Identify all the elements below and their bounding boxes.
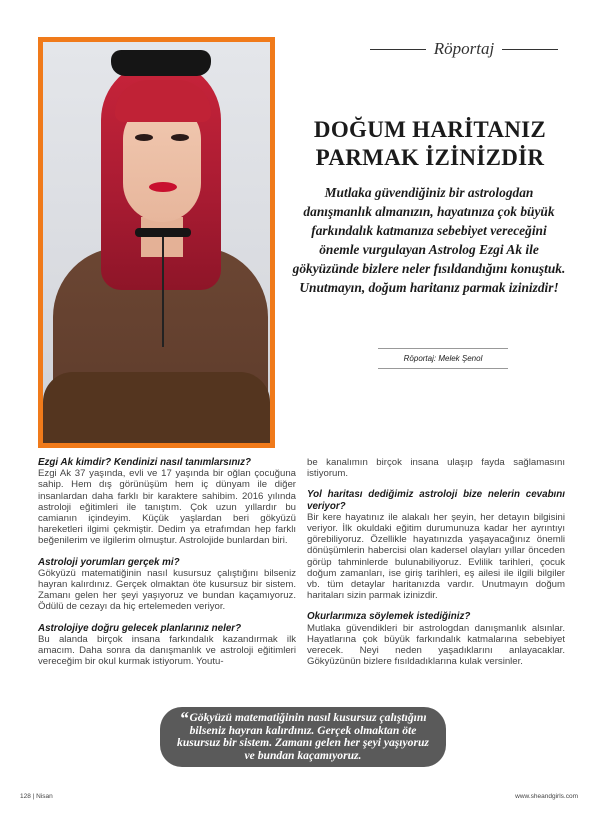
- section-rule-left: [370, 49, 426, 50]
- sunglasses: [111, 50, 211, 76]
- byline: Röportaj: Melek Şenol: [378, 348, 508, 369]
- left-column: [38, 457, 296, 677]
- article-lead: Mutlaka güvendiğiniz bir astrologdan danışmanlık almanızın, hayatınıza çok büyük farkındalık katmanıza sebebiyet vereceğini önemle vurgulayan Astrolog Ezgi Ak ile gökyüzünde bizlere neler fısıldandığını konuştuk. Unutmayın, doğum haritanız parmak izinizdir!: [292, 185, 566, 295]
- question-1: Ezgi Ak kimdir? Kendinizi nasıl tanımlarsınız?: [38, 457, 252, 468]
- answer-5: Mutlaka güvendikleri bir astrologdan danışmanlık alsınlar. Hayatlarına çok büyük farkındalık katmalarına sebebiyet verecek. Neyi neden yaşadıklarını anlayacaklar. Gökyüzünün bizlere fısıldadıklarına kulak versinler.: [307, 622, 565, 668]
- quote-mark-icon: “: [179, 708, 189, 728]
- question-3: Astrolojiye doğru gelecek planlarınız neler?: [38, 622, 242, 634]
- answer-2: Gökyüzü matematiğinin nasıl kusursuz çalıştığını bilseniz hayran kalırdınız. Gerçek olmaktan öte kusursuz bir sistem. Zamanı gelen her şeyi yaşıyoruz ve bundan kaçamıyoruz. Ödülü de cezayı da hiç ertelemeden veriyor.: [38, 567, 296, 613]
- pull-quote-text: Gökyüzü matematiğinin nasıl kusursuz çalıştığını bilseniz hayran kalırdınız. Gerçek olmaktan öte kusursuz bir sistem. Zamanı gelen her şeyi yaşıyoruz ve bundan kaçamıyoruz.: [177, 711, 429, 762]
- pull-quote: [160, 707, 446, 767]
- section-label: [370, 37, 558, 61]
- portrait-bangs: [115, 80, 211, 122]
- portrait-eye-right: [171, 134, 189, 141]
- question-4: Yol haritası dediğimiz astroloji bize nelerin cevabını veriyor?: [307, 489, 565, 512]
- portrait-lips: [149, 182, 177, 192]
- question-5: Okurlarımıza söylemek istediğiniz?: [307, 611, 471, 623]
- portrait-photo-frame: [38, 37, 275, 448]
- article-title: [296, 116, 564, 172]
- portrait-photo: [43, 42, 270, 443]
- pendant-chain: [162, 237, 164, 347]
- article-title-line1: DOĞUM HARİTANIZ: [313, 117, 547, 142]
- question-2: Astroloji yorumları gerçek mi?: [38, 556, 180, 568]
- answer-3-part1: Bu alanda birçok insana farkındalık kazandırmak ilk amacım. Daha sonra da danışmanlık ve astroloji eğitimleri vereceğim bir okul kurmak istiyorum. Youtu-: [38, 633, 296, 668]
- answer-4: Bir kere hayatınız ile alakalı her şeyin, her detayın bilgisini veriyor. İlk okuldaki eğitim durumunuza kadar her ayrıntıyı görebiliyoruz. Özellikle hayatınızda yaşayacağınız önemli dönüşümlerin habercisi olan kadersel olayları yıllar önceden görüp tahminlerde bulunabiliyoruz. Evlilik tarihleri, çocuk doğum zamanları, ise giriş tarihleri, eş ailesi ile ilgili bilgiler vb. tüm detaylar haritanızda vardır. Unutmayın doğum haritaları sizin parmak izinizdir.: [307, 511, 565, 602]
- article-title-line2: PARMAK İZİNİZDİR: [315, 145, 545, 170]
- footer-website: www.sheandgirls.com: [515, 793, 578, 800]
- answer-3-part2: be kanalımın birçok insana ulaşıp fayda sağlamasını istiyorum.: [307, 457, 565, 480]
- section-rule-right: [502, 49, 558, 50]
- choker-necklace: [135, 228, 191, 237]
- footer-page-number: 128 | Nisan: [20, 793, 53, 800]
- answer-1: Ezgi Ak 37 yaşında, evli ve 17 yaşında bir oğlan çocuğuna sahip. Hem dış görünüşüm hem iç dünyam ile diğer insanlardan daha farklı bir karaktere sahibim. 2016 yılında astroloji eğitimleri ile tanıştım. Çok uzun yıllardır bu camianın içindeyim. Küçük yaşlardan beri gökyüzü hareketleri ilgimi çekmiştir. Dedim ya etrafımdan hep farklı beğenilerim ve ilgilerim olmuştur. Astrolojide bunlardan biri.: [38, 468, 296, 547]
- portrait-eye-left: [135, 134, 153, 141]
- portrait-crossed-arms: [43, 372, 270, 443]
- section-label-text: Röportaj: [433, 39, 495, 58]
- right-column: [307, 457, 565, 677]
